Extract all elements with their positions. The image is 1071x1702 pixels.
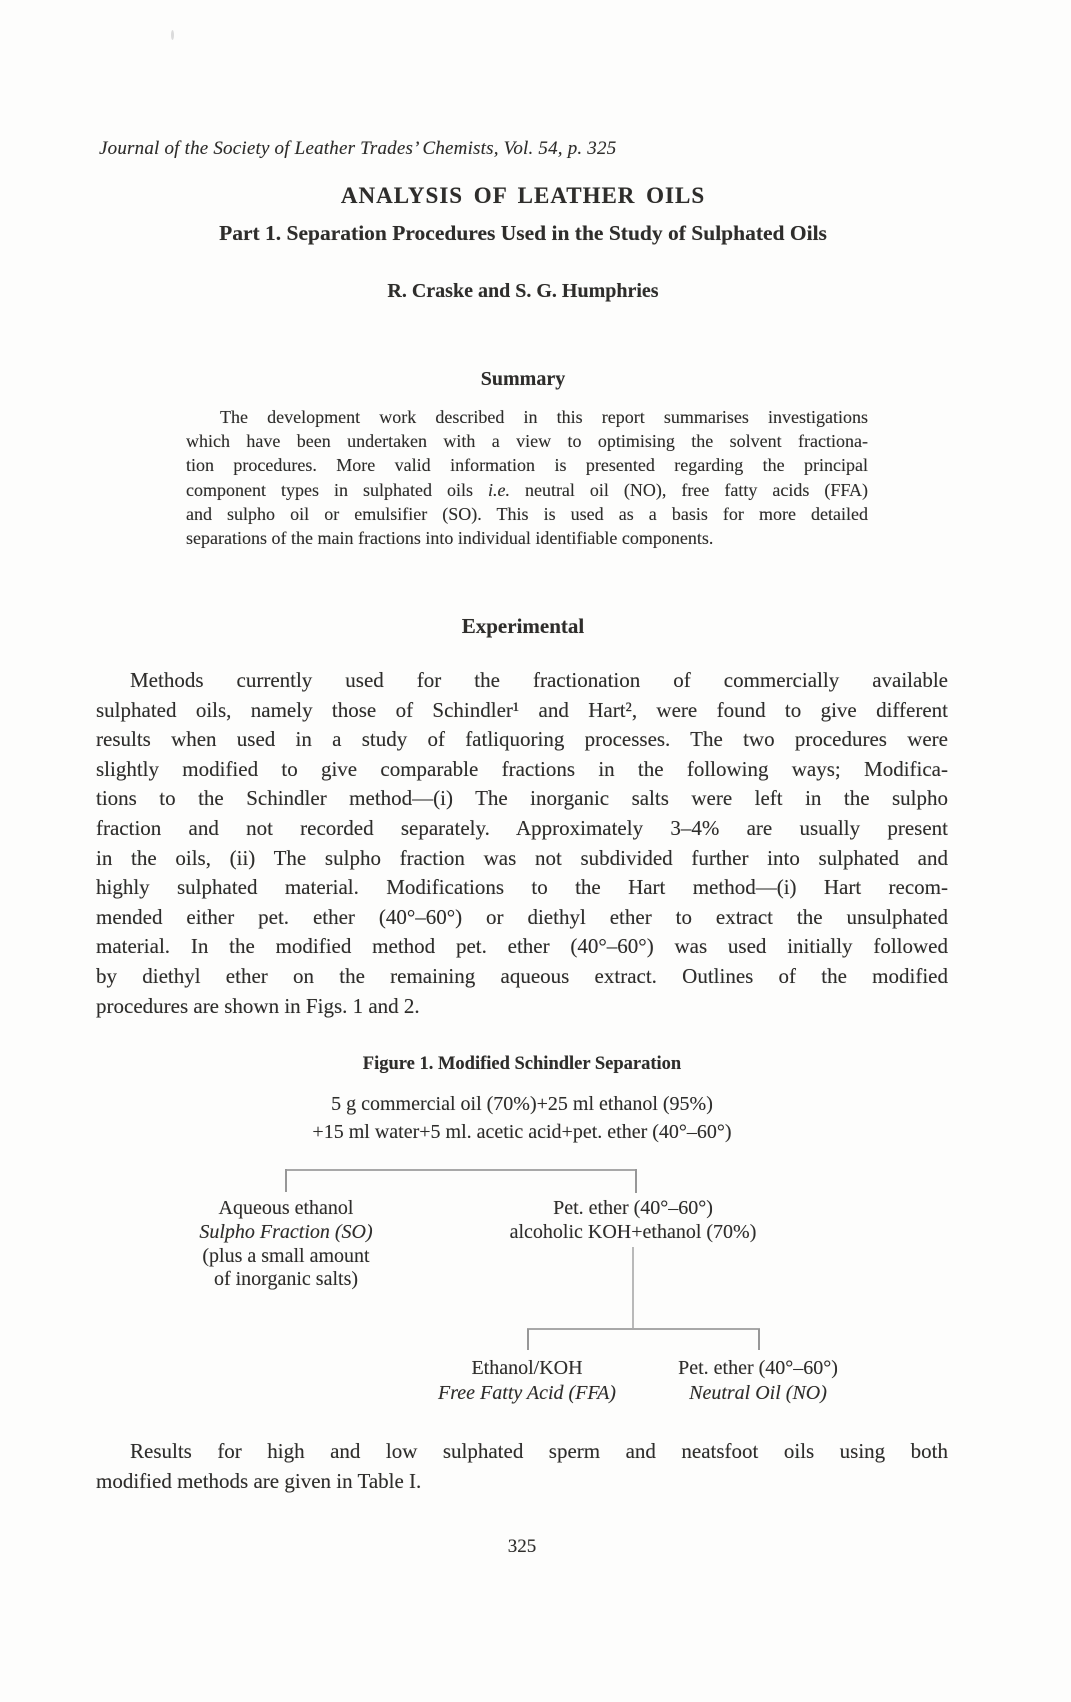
flowchart-bracket-bottom-left-tick [527,1329,529,1350]
page-number: 325 [507,1536,537,1557]
summary-heading: Summary [480,368,566,390]
text-line: slightly modified to give comparable fractions in the following ways; Modifica- [96,756,948,781]
text-line: material. In the modified method pet. ether (40°–60°) was used initially followed [96,934,948,959]
results-paragraph [96,1436,948,1496]
text-segment: component types in sulphated oils [186,479,488,500]
text-line: Ethanol/KOH [471,1357,583,1379]
text-line: of inorganic salts) [213,1268,359,1291]
text-line: Aqueous ethanol [218,1197,354,1219]
scan-speck [171,30,174,40]
text-segment-italic: i.e. [487,479,510,500]
text-line: Pet. ether (40°–60°) [553,1197,713,1219]
experimental-paragraph [96,666,948,1021]
flowchart-bracket-top [285,1169,637,1171]
text-line-italic: Neutral Oil (NO) [689,1382,827,1404]
flowchart-sub-left-ffa [407,1356,647,1406]
text-line: and sulpho oil or emulsifier (SO). This is used as a basis for more detailed [186,503,868,524]
text-line: sulphated oils, namely those of Schindler¹ and Hart², were found to give different [96,697,948,722]
figure1-input-mixture [96,1090,948,1146]
text-line: alcoholic KOH+ethanol (70%) [509,1220,757,1243]
text-line: Results for high and low sulphated sperm and neatsfoot oils using both [130,1439,948,1463]
text-line: (plus a small amount [202,1244,370,1267]
journal-reference: Journal of the Society of Leather Trades’ Chemists, Vol. 54, p. 325 [99,138,617,159]
article-title: ANALYSIS OF LEATHER OILS [340,183,706,208]
text-line: 5 g commercial oil (70%)+25 ml ethanol (95%) [331,1093,713,1115]
figure1-caption: Figure 1. Modified Schindler Separation [362,1054,682,1074]
text-line-italic: Free Fatty Acid (FFA) [438,1382,616,1404]
flowchart-bracket-bottom-right-tick [758,1329,760,1350]
text-line: in the oils, (ii) The sulpho fraction was not subdivided further into sulphated and [96,845,948,870]
text-line: Pet. ether (40°–60°) [678,1357,838,1379]
text-line: results when used in a study of fatliquoring processes. The two procedures were [96,727,948,752]
text-line: tion procedures. More valid information is presented regarding the principal [186,455,868,476]
text-line: fraction and not recorded separately. Approximately 3–4% are usually present [96,815,948,840]
text-line-italic: Sulpho Fraction (SO) [199,1220,373,1243]
flowchart-sub-right-neutral-oil [640,1356,876,1406]
text-line: +15 ml water+5 ml. acetic acid+pet. ether (40°–60°) [312,1121,732,1143]
summary-paragraph [186,405,868,550]
text-line: by diethyl ether on the remaining aqueous extract. Outlines of the modified [96,963,948,988]
experimental-heading: Experimental [461,614,585,638]
text-line [186,478,868,502]
flowchart-right-branch-pet-ether [458,1197,808,1245]
text-line: The development work described in this report summarises investigations [220,407,868,427]
flowchart-bracket-bottom [527,1328,760,1330]
article-subtitle: Part 1. Separation Procedures Used in the Study of Sulphated Oils [219,221,827,245]
text-line: which have been undertaken with a view to optimising the solvent fractiona- [186,431,868,452]
text-line: highly sulphated material. Modifications to the Hart method—(i) Hart recom- [96,875,948,900]
article-authors: R. Craske and S. G. Humphries [387,280,659,302]
text-line: procedures are shown in Figs. 1 and 2. [96,993,420,1018]
flowchart-left-branch-sulpho-fraction [161,1197,411,1292]
flowchart-bracket-top-right-tick [635,1169,637,1193]
text-line: separations of the main fractions into individual identifiable components. [186,528,714,549]
text-line: tions to the Schindler method—(i) The inorganic salts were left in the sulpho [96,786,948,811]
flowchart-bracket-top-left-tick [285,1169,287,1192]
flowchart-vertical-connector [632,1247,634,1328]
text-line: Methods currently used for the fractionation of commercially available [130,668,948,692]
text-line: modified methods are given in Table I. [96,1469,422,1493]
text-segment: neutral oil (NO), free fatty acids (FFA) [509,479,868,500]
text-line: mended either pet. ether (40°–60°) or diethyl ether to extract the unsulphated [96,904,948,929]
